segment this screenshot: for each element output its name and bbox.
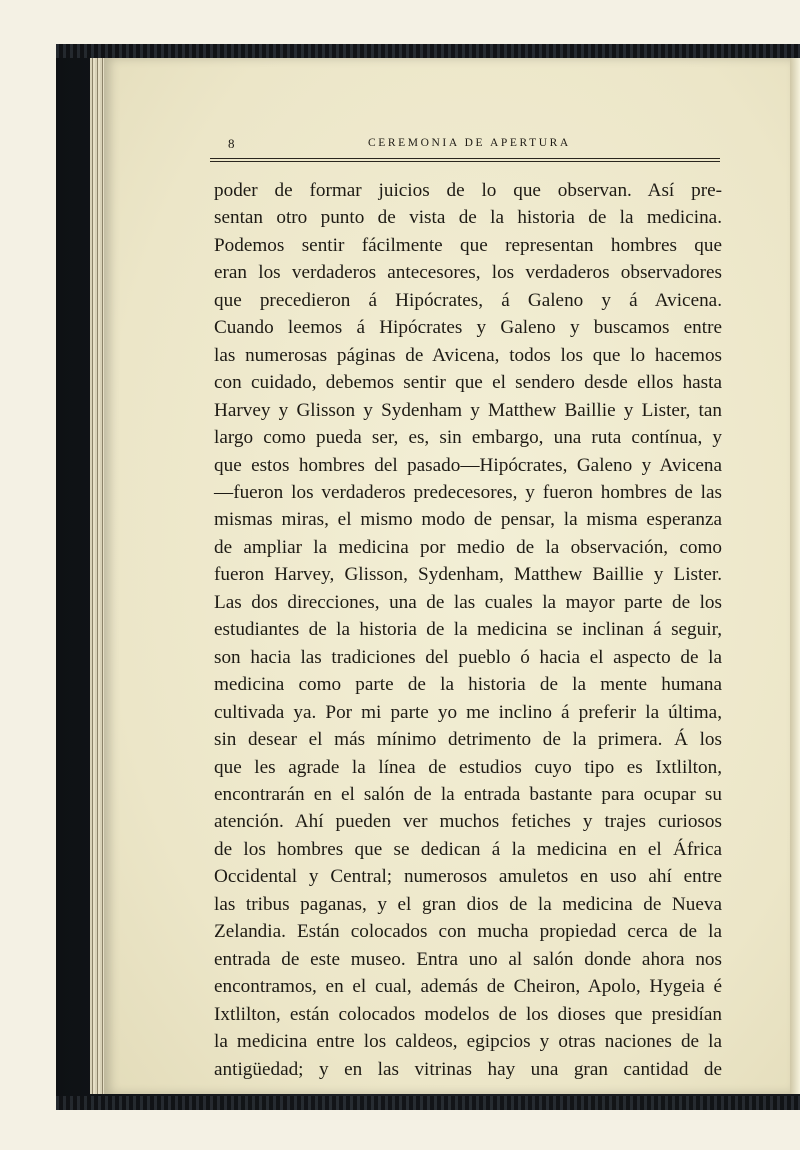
text-line: atención. Ahí pueden ver muchos fetiches y trajes curiosos (214, 811, 722, 833)
right-page-edge (790, 58, 800, 1094)
text-line: eran los verdaderos antecesores, los verdaderos observadores (214, 262, 722, 284)
text-line: Podemos sentir fácilmente que representan hombres que (214, 234, 722, 256)
text-line: poder de formar juicios de lo que observan. Así pre- (214, 180, 722, 201)
text-line: cultivada ya. Por mi parte yo me inclino á preferir la última, (214, 701, 722, 723)
text-line: las tribus paganas, y el gran dios de la medicina de Nueva (214, 893, 722, 915)
header-rule-top (210, 158, 720, 159)
page-edge (90, 58, 104, 1094)
text-line: largo como pueda ser, es, sin embargo, una ruta contínua, y (214, 427, 722, 449)
running-head: CEREMONIA DE APERTURA (368, 137, 571, 149)
text-line: —fueron los verdaderos predecesores, y fueron hombres de las (214, 481, 722, 503)
text-line: son hacia las tradiciones del pueblo ó hacia el aspecto de la (214, 646, 722, 668)
text-line: la medicina entre los caldeos, egipcios y otras naciones de la (214, 1031, 722, 1053)
text-line: antigüedad; y en las vitrinas hay una gran cantidad de (214, 1058, 722, 1080)
header-rule-bottom (210, 161, 720, 162)
text-line: de ampliar la medicina por medio de la observación, como (214, 536, 722, 558)
text-line: Zelandia. Están colocados con mucha propiedad cerca de la (214, 921, 722, 943)
body-text (214, 177, 722, 1083)
text-line: mismas miras, el mismo modo de pensar, la misma esperanza (214, 509, 722, 531)
text-line: estudiantes de la historia de la medicina se inclinan á seguir, (214, 619, 722, 641)
text-line: Las dos direcciones, una de las cuales la mayor parte de los (214, 591, 722, 613)
text-line: Occidental y Central; numerosos amuletos en uso ahí entre (214, 866, 722, 888)
text-line: Ixtlilton, están colocados modelos de los dioses que presidían (214, 1003, 722, 1025)
text-line: Harvey y Glisson y Sydenham y Matthew Baillie y Lister, tan (214, 399, 722, 421)
text-line: encontramos, en el cual, además de Cheiron, Apolo, Hygeia é (214, 976, 722, 998)
text-line: entrada de este museo. Entra uno al salón donde ahora nos (214, 948, 722, 970)
page-number: 8 (228, 136, 235, 151)
text-line: sentan otro punto de vista de la historia de la medicina. (214, 207, 722, 229)
text-line: con cuidado, debemos sentir que el sendero desde ellos hasta (214, 372, 722, 394)
text-line: que precedieron á Hipócrates, á Galeno y á Avicena. (214, 289, 722, 311)
text-line: encontrarán en el salón de la entrada bastante para ocupar su (214, 783, 722, 805)
text-line: sin desear el más mínimo detrimento de la primera. Á los (214, 729, 722, 751)
text-line: de los hombres que se dedican á la medicina en el África (214, 838, 722, 860)
text-line: las numerosas páginas de Avicena, todos los que lo hacemos (214, 344, 722, 366)
text-line: que les agrade la línea de estudios cuyo tipo es Ixtlilton, (214, 756, 722, 778)
page-header (228, 136, 733, 156)
text-line: medicina como parte de la historia de la mente humana (214, 674, 722, 696)
text-line: Cuando leemos á Hipócrates y Galeno y buscamos entre (214, 317, 722, 339)
text-line: fueron Harvey, Glisson, Sydenham, Matthew Baillie y Lister. (214, 564, 722, 586)
text-line: que estos hombres del pasado—Hipócrates, Galeno y Avicena (214, 454, 722, 476)
